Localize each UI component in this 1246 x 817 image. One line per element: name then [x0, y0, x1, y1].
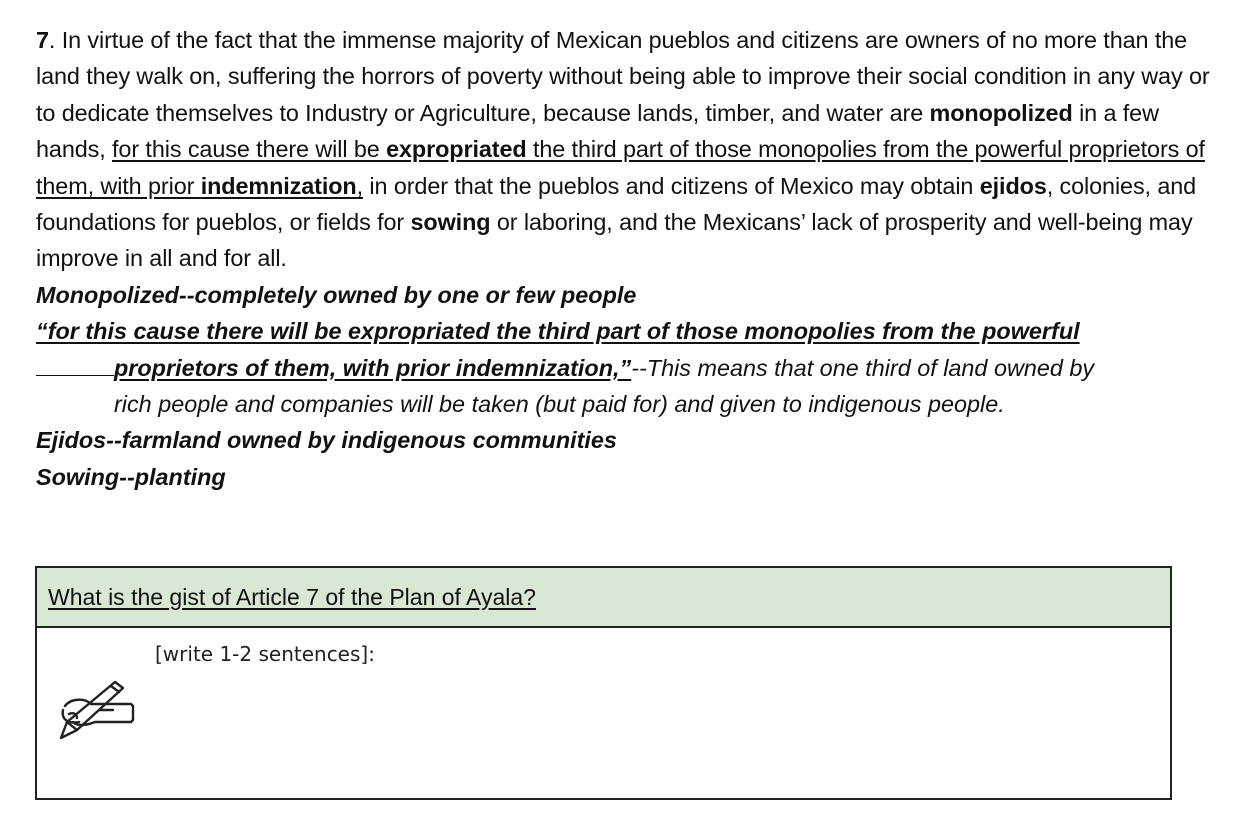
quote-line-1: “for this cause there will be expropriated the third part of those monopolies from the powerful	[36, 318, 1080, 345]
answer-prompt[interactable]: [write 1-2 sentences]:	[155, 642, 375, 666]
definition-monopolized: Monopolized--completely owned by one or few people	[36, 281, 637, 308]
quote-line-2-text: proprietors of them, with prior indemnization,”	[114, 354, 632, 381]
quote-explanation-b: rich people and companies will be taken (but paid for) and given to indigenous people.	[114, 391, 1005, 418]
underlined-text-2: the third part of those monopolies from the powerful proprietors of them, with prior	[36, 136, 1205, 199]
question-box	[35, 566, 1172, 800]
article-7-paragraph	[36, 22, 1226, 277]
term-expropriated: expropriated	[386, 136, 527, 163]
hand-writing-icon	[55, 676, 139, 742]
article-text-3: in order that the pueblos and citizens of Mexico may obtain	[363, 172, 980, 199]
definition-ejidos: Ejidos--farmland owned by indigenous communities	[36, 427, 617, 454]
quote-explanation-a: --This means that one third of land owned by	[631, 354, 1095, 381]
quote-line-2	[36, 350, 1226, 386]
term-ejidos: ejidos	[979, 172, 1047, 199]
underlined-text-1: for this cause there will be	[112, 136, 387, 163]
article-text-2: in a few hands,	[36, 99, 1159, 163]
underline-blank	[36, 355, 114, 376]
underlined-text-3: ,	[356, 172, 364, 199]
question-text: What is the gist of Article 7 of the Plan of Ayala?	[48, 583, 536, 610]
article-text-4: , colonies, and foundations for pueblos, or fields for	[36, 172, 1197, 236]
term-monopolized: monopolized	[929, 99, 1073, 126]
document-body	[36, 22, 1226, 495]
article-text-1: . In virtue of the fact that the immense majority of Mexican pueblos and citizens are owners of no more than the land they walk on, suffering the horrors of poverty without being able to improve their social condition in any way or to dedicate themselves to Industry or Agriculture, because lands, timber, and water are	[36, 27, 1210, 126]
article-number: 7	[36, 27, 49, 53]
term-sowing: sowing	[410, 209, 491, 236]
definition-sowing: Sowing--planting	[36, 463, 226, 490]
definition-quote	[36, 313, 1226, 422]
article-text-5: or laboring, and the Mexicans’ lack of prosperity and well-being may improve in all and for all.	[36, 209, 1193, 272]
term-indemnization: indemnization	[200, 172, 357, 199]
question-header	[37, 568, 1170, 628]
